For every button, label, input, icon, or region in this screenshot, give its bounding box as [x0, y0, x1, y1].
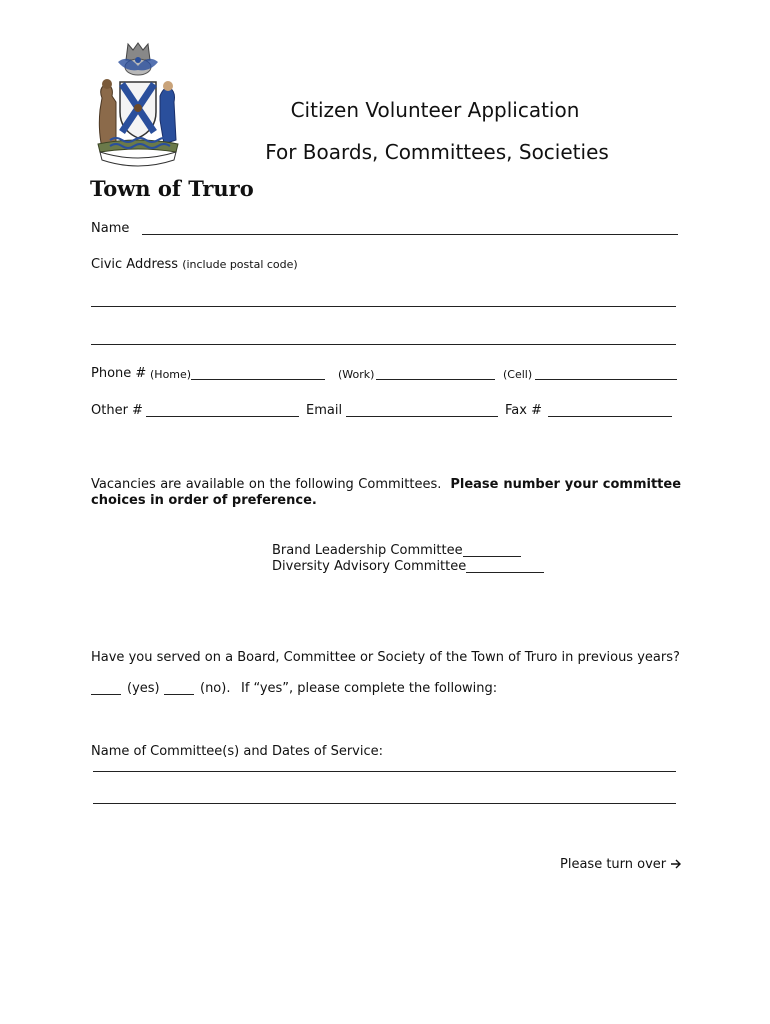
- yes-label: (yes): [127, 681, 160, 696]
- fax-field[interactable]: [548, 416, 672, 417]
- committee-1-label: Brand Leadership Committee: [272, 543, 463, 558]
- vacancies-intro: Vacancies are available on the following Committees.: [91, 477, 442, 492]
- work-phone-field[interactable]: [376, 379, 495, 380]
- name-label: Name: [91, 221, 130, 236]
- other-phone-field[interactable]: [146, 416, 299, 417]
- turn-over-note: [560, 857, 682, 872]
- form-title: Citizen Volunteer Application: [290, 98, 580, 122]
- civic-address-label: [91, 257, 298, 272]
- turn-over-text: Please turn over: [560, 857, 667, 872]
- home-phone-field[interactable]: [191, 379, 325, 380]
- civic-address-field-1[interactable]: [91, 306, 676, 307]
- cell-label: (Cell): [503, 368, 533, 381]
- email-label: Email: [306, 403, 343, 418]
- home-label: (Home): [150, 368, 192, 381]
- cell-phone-field[interactable]: [535, 379, 677, 380]
- vacancies-paragraph: [91, 477, 681, 509]
- no-answer-field[interactable]: [164, 694, 194, 695]
- committee-1-rank-field[interactable]: [463, 556, 521, 557]
- committee-2-rank-field[interactable]: [466, 572, 544, 573]
- no-label: (no).: [200, 681, 231, 696]
- arrow-right-icon: [670, 859, 682, 869]
- civic-address-label-text: Civic Address: [91, 257, 179, 272]
- town-name: Town of Truro: [90, 176, 254, 201]
- town-crest-icon: [88, 40, 188, 170]
- civic-address-field-2[interactable]: [91, 344, 676, 345]
- fax-label: Fax #: [505, 403, 542, 418]
- yes-answer-field[interactable]: [91, 694, 121, 695]
- previous-service-question: Have you served on a Board, Committee or Society of the Town of Truro in previous years?: [91, 650, 680, 665]
- form-subtitle: For Boards, Committees, Societies: [265, 140, 609, 164]
- service-label: Name of Committee(s) and Dates of Service:: [91, 744, 384, 759]
- vacancies-instruction: Please number your committee choices in order of preference.: [91, 477, 682, 508]
- civic-address-note: (include postal code): [182, 258, 298, 271]
- phone-label: Phone #: [91, 366, 147, 381]
- service-field-2[interactable]: [93, 803, 676, 804]
- followup-instruction: If “yes”, please complete the following:: [241, 681, 498, 696]
- email-field[interactable]: [346, 416, 498, 417]
- name-field[interactable]: [142, 234, 678, 235]
- service-field-1[interactable]: [93, 771, 676, 772]
- work-label: (Work): [338, 368, 375, 381]
- committee-2-label: Diversity Advisory Committee: [272, 559, 467, 574]
- other-label: Other #: [91, 403, 143, 418]
